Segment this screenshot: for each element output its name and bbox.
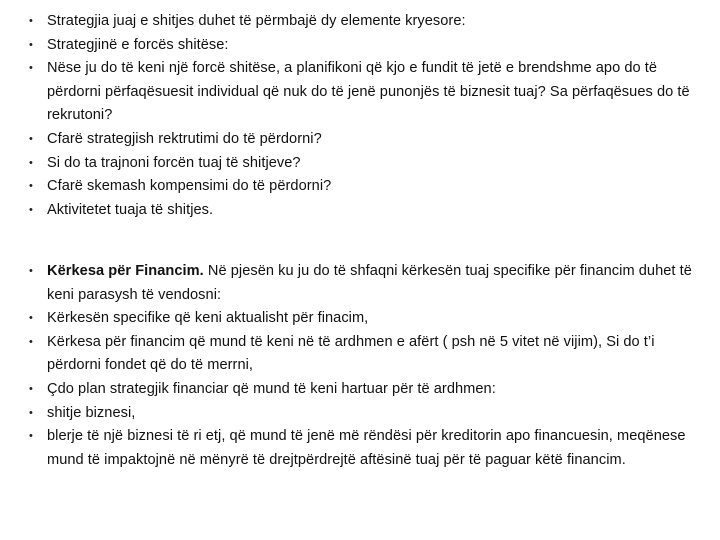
list-item bbox=[29, 34, 699, 58]
bullet-icon: • bbox=[29, 203, 33, 216]
bullet-icon: • bbox=[29, 406, 33, 419]
financing-lead-text: Në pjesën ku ju do të shfaqni kërkesën tuaj specifike për financim duhet të keni parasysh të vendosni: bbox=[47, 263, 692, 303]
list-item bbox=[29, 402, 699, 426]
bullet-icon: • bbox=[29, 62, 33, 75]
list-item bbox=[29, 152, 699, 176]
bullet-icon: • bbox=[29, 382, 33, 395]
list-item-text: Çdo plan strategjik financiar që mund të keni hartuar për të ardhmen: bbox=[47, 380, 496, 397]
list-item-text: Strategjia juaj e shitjes duhet të përmbajë dy elemente kryesore: bbox=[47, 13, 466, 29]
financing-lead-title: Kërkesa për Financim. bbox=[47, 263, 204, 279]
list-item-text: Cfarë strategjish rektrutimi do të përdorni? bbox=[47, 130, 322, 147]
list-item bbox=[29, 175, 699, 199]
list-item bbox=[29, 260, 699, 307]
list-item bbox=[29, 199, 699, 223]
list-item bbox=[29, 10, 699, 34]
bullet-icon: • bbox=[29, 312, 33, 325]
bullet-icon: • bbox=[29, 156, 33, 169]
list-item-text: Nëse ju do të keni një forcë shitëse, a planifikoni që kjo e fundit të jetë e brendshme apo do të përdorni përfaqësuesit individual që nuk do të jenë punonjës të biznesit tuaj? Sa përfaqësues do të rekrutoni? bbox=[47, 60, 690, 124]
list-item-text: Kërkesa për financim që mund të keni në të ardhmen e afërt ( psh në 5 vitet në vijim), Si do t’i përdorni fondet që do të merrni, bbox=[47, 333, 655, 374]
bullet-icon: • bbox=[29, 180, 33, 193]
bullet-icon: • bbox=[29, 335, 33, 348]
list-item bbox=[29, 307, 699, 331]
bullet-icon: • bbox=[29, 15, 33, 27]
sales-strategy-list bbox=[29, 10, 699, 222]
bullet-icon: • bbox=[29, 265, 33, 277]
list-item-text: Strategjinë e forcës shitëse: bbox=[47, 36, 229, 53]
list-item bbox=[29, 378, 699, 402]
list-item-text: Aktivitetet tuaja të shitjes. bbox=[47, 201, 214, 218]
financing-request-list bbox=[29, 260, 699, 472]
list-item bbox=[29, 425, 699, 472]
list-item bbox=[29, 331, 699, 378]
list-item-text: Si do ta trajnoni forcën tuaj të shitjeve? bbox=[47, 154, 301, 171]
list-item bbox=[29, 128, 699, 152]
bullet-icon: • bbox=[29, 132, 33, 145]
list-item-text: Cfarë skemash kompensimi do të përdorni? bbox=[47, 178, 332, 195]
list-item bbox=[29, 57, 699, 128]
bullet-icon: • bbox=[29, 38, 33, 51]
list-item-text: Kërkesën specifike që keni aktualisht për finacim, bbox=[47, 310, 369, 327]
bullet-icon: • bbox=[29, 430, 33, 443]
list-item-text: blerje të një biznesi të ri etj, që mund të jenë më rëndësi për kreditorin apo financuesin, meqënese mund të impaktojnë në mënyrë të drejtpërdrejtë aftësinë tuaj për të paguar këtë financim. bbox=[47, 428, 686, 468]
list-item-text: shitje biznesi, bbox=[47, 404, 136, 421]
